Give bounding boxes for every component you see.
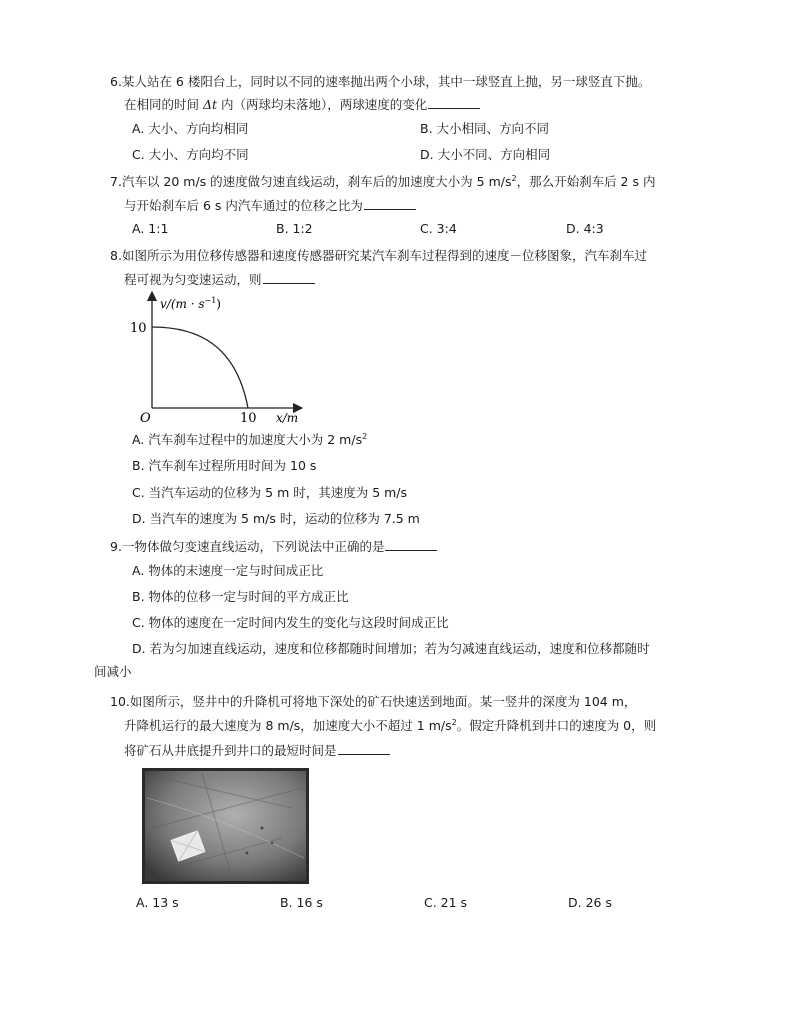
- q8-option-b: B. 汽车刹车过程所用时间为 10 s: [132, 458, 317, 473]
- q10-line1: [110, 694, 636, 710]
- q7-number: 7.: [110, 174, 122, 189]
- q7-option-b: B. 1:2: [276, 221, 313, 236]
- q10-option-d: D. 26 s: [568, 895, 612, 910]
- x-tick-label: 10: [240, 411, 257, 425]
- q7-answer-blank: [364, 197, 416, 210]
- q8-option-a-sup: 2: [362, 432, 368, 441]
- q8-answer-blank: [263, 271, 315, 284]
- q8-text-2: 程可视为匀变速运动，则: [124, 272, 262, 287]
- q7-sup: 2: [511, 174, 517, 183]
- q10-text-1: 如图所示，竖井中的升降机可将地下深处的矿石快速送到地面。某一竖井的深度为 104 m，: [129, 694, 637, 709]
- q10-text-2b: 。假定升降机到井口的速度为 0，则: [456, 718, 657, 733]
- q9-option-c: C. 物体的速度在一定时间内发生的变化与这段时间成正比: [132, 615, 449, 630]
- q8-option-d: D. 当汽车的速度为 5 m/s 时，运动的位移为 7.5 m: [132, 511, 420, 526]
- q8-line2: [124, 271, 315, 288]
- q9-line1: [110, 538, 437, 555]
- q9-option-b: B. 物体的位移一定与时间的平方成正比: [132, 589, 349, 604]
- q6-line1: [110, 74, 650, 90]
- q9-number: 9.: [110, 539, 122, 554]
- q8-line1: [110, 248, 647, 264]
- q10-number: 10.: [110, 694, 130, 709]
- q7-text-1a: 汽车以 20 m/s 的速度做匀速直线运动，刹车后的加速度大小为 5 m/s: [121, 174, 512, 189]
- q9-answer-blank: [385, 538, 437, 551]
- q9-option-a: A. 物体的末速度一定与时间成正比: [132, 563, 324, 578]
- q6-number: 6.: [110, 74, 122, 89]
- q7-option-c: C. 3:4: [420, 221, 457, 236]
- y-axis-label: $v/(m \cdot s^{-1})$: [160, 296, 221, 311]
- q7-text-2: 与开始刹车后 6 s 内汽车通过的位移之比为: [124, 198, 363, 213]
- q7-line2: [124, 197, 416, 214]
- q9-text-1: 一物体做匀变速直线运动，下列说法中正确的是: [121, 539, 385, 554]
- q8-option-a: [132, 432, 367, 448]
- q10-option-a: A. 13 s: [136, 895, 179, 910]
- q8-option-c: C. 当汽车运动的位移为 5 m 时，其速度为 5 m/s: [132, 485, 408, 500]
- x-axis-label: x/m: [276, 411, 299, 425]
- q8-velocity-displacement-graph: [128, 290, 308, 425]
- q10-sup: 2: [451, 718, 457, 727]
- q6-text-2a: 在相同的时间: [124, 97, 203, 112]
- q7-line1: [110, 174, 655, 190]
- q10-answer-blank: [338, 742, 390, 755]
- mine-shaft-photo: [142, 768, 309, 884]
- q10-text-3: 将矿石从井底提升到井口的最短时间是: [124, 743, 337, 758]
- q6-text-1: 某人站在 6 楼阳台上，同时以不同的速率抛出两个小球，其中一球竖直上抛，另一球竖直下抛。: [121, 74, 651, 89]
- q10-line3: [124, 742, 390, 759]
- q9-option-d-wrap: 间减小: [94, 664, 132, 679]
- q6-line2: [124, 96, 480, 113]
- q7-option-d: D. 4:3: [566, 221, 604, 236]
- q7-option-a: A. 1:1: [132, 221, 169, 236]
- q6-text-2b: 内（两球均未落地），两球速度的变化: [217, 97, 428, 112]
- q6-option-a: A. 大小、方向均相同: [132, 121, 249, 136]
- q6-option-c: C. 大小、方向均不同: [132, 147, 249, 162]
- velocity-curve: [152, 327, 248, 408]
- q10-option-c: C. 21 s: [424, 895, 468, 910]
- y-tick-label: 10: [130, 321, 147, 336]
- q6-option-d: D. 大小不同、方向相同: [420, 147, 551, 162]
- q8-number: 8.: [110, 248, 122, 263]
- q10-text-2a: 升降机运行的最大速度为 8 m/s，加速度大小不超过 1 m/s: [124, 718, 452, 733]
- q8-text-1: 如图所示为用位移传感器和速度传感器研究某汽车刹车过程得到的速度－位移图象，汽车刹车过: [121, 248, 647, 263]
- q8-option-a-text: A. 汽车刹车过程中的加速度大小为 2 m/s: [132, 432, 363, 447]
- origin-label: O: [140, 411, 151, 425]
- mine-shaft-illustration: [142, 768, 309, 884]
- q6-answer-blank: [428, 96, 480, 109]
- q7-text-1b: ，那么开始刹车后 2 s 内: [516, 174, 656, 189]
- q10-option-b: B. 16 s: [280, 895, 323, 910]
- q9-option-d: D. 若为匀加速直线运动，速度和位移都随时间增加；若为匀减速直线运动，速度和位移都随时: [132, 641, 650, 656]
- q6-delta-t: Δt: [202, 97, 218, 112]
- q6-option-b: B. 大小相同、方向不同: [420, 121, 550, 136]
- q10-line2: [124, 718, 656, 734]
